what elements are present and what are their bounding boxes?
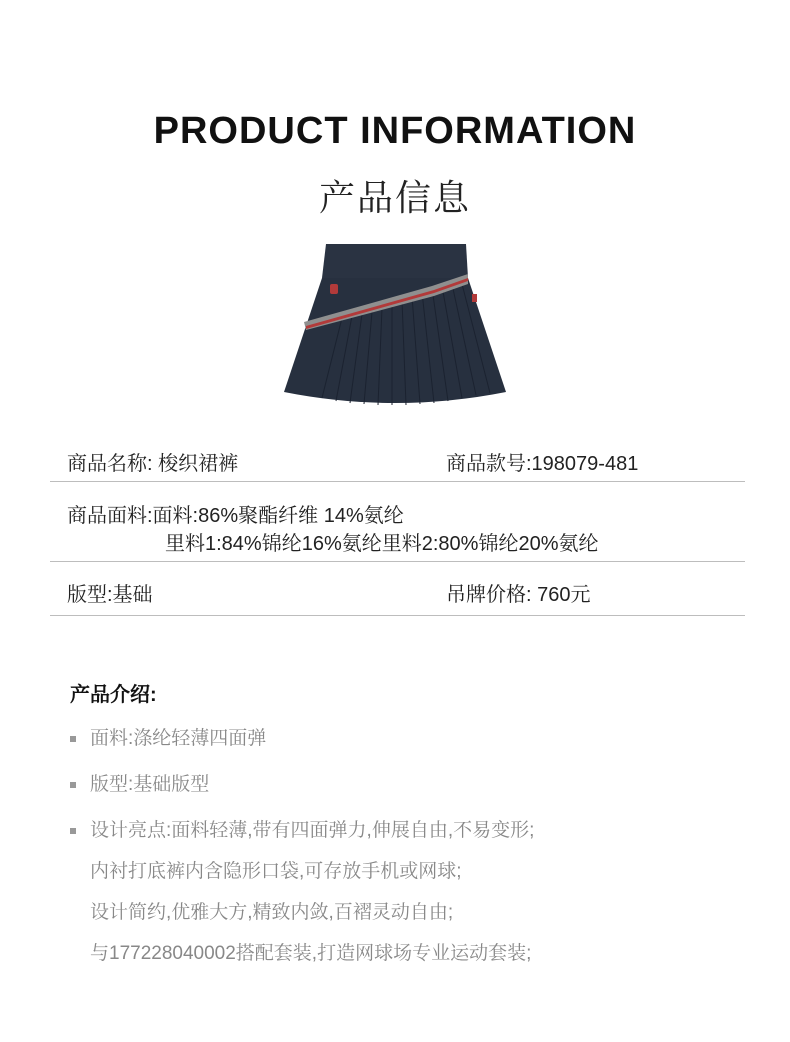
- highlight-line: 内衬打底裤内含隐形口袋,可存放手机或网球;: [90, 861, 462, 882]
- highlight-line: 设计简约,优雅大方,精致内敛,百褶灵动自由;: [90, 902, 454, 923]
- fabric-lining: 里料1:84%锦纶16%氨纶里料2:80%锦纶20%氨纶: [165, 533, 599, 555]
- intro-item-fabric: [70, 725, 750, 753]
- bullet-icon: [70, 782, 76, 788]
- product-name: 商品名称: 梭织裙裤: [67, 453, 239, 475]
- product-code: 商品款号:198079-481: [446, 453, 639, 475]
- page-title-cn: 产品信息: [318, 177, 471, 218]
- intro-item-highlights: [70, 817, 750, 968]
- intro-title: 产品介绍:: [70, 684, 157, 706]
- product-info-table: [50, 432, 745, 616]
- bullet-icon: [70, 736, 76, 742]
- product-price: 吊牌价格: 760元: [446, 584, 591, 606]
- fabric-main: 商品面料:面料:86%聚酯纤维 14%氨纶: [67, 505, 404, 527]
- pleated-skirt-image: [282, 238, 508, 410]
- intro-item-text: 版型:基础版型: [90, 774, 210, 795]
- intro-item-fit: [70, 771, 750, 799]
- info-row-fabric: [50, 482, 745, 562]
- page-title-en: PRODUCT INFORMATION: [153, 110, 637, 152]
- product-fit: 版型:基础: [67, 584, 153, 606]
- highlight-line: 设计亮点:面料轻薄,带有四面弹力,伸展自由,不易变形;: [90, 820, 535, 841]
- product-intro: [70, 678, 750, 981]
- info-row-fit-price: [50, 562, 745, 616]
- intro-item-text: 面料:涤纶轻薄四面弹: [90, 728, 267, 749]
- highlight-line: 与177228040002搭配套装,打造网球场专业运动套装;: [90, 943, 532, 964]
- bullet-icon: [70, 828, 76, 834]
- info-row-name-code: [50, 432, 745, 482]
